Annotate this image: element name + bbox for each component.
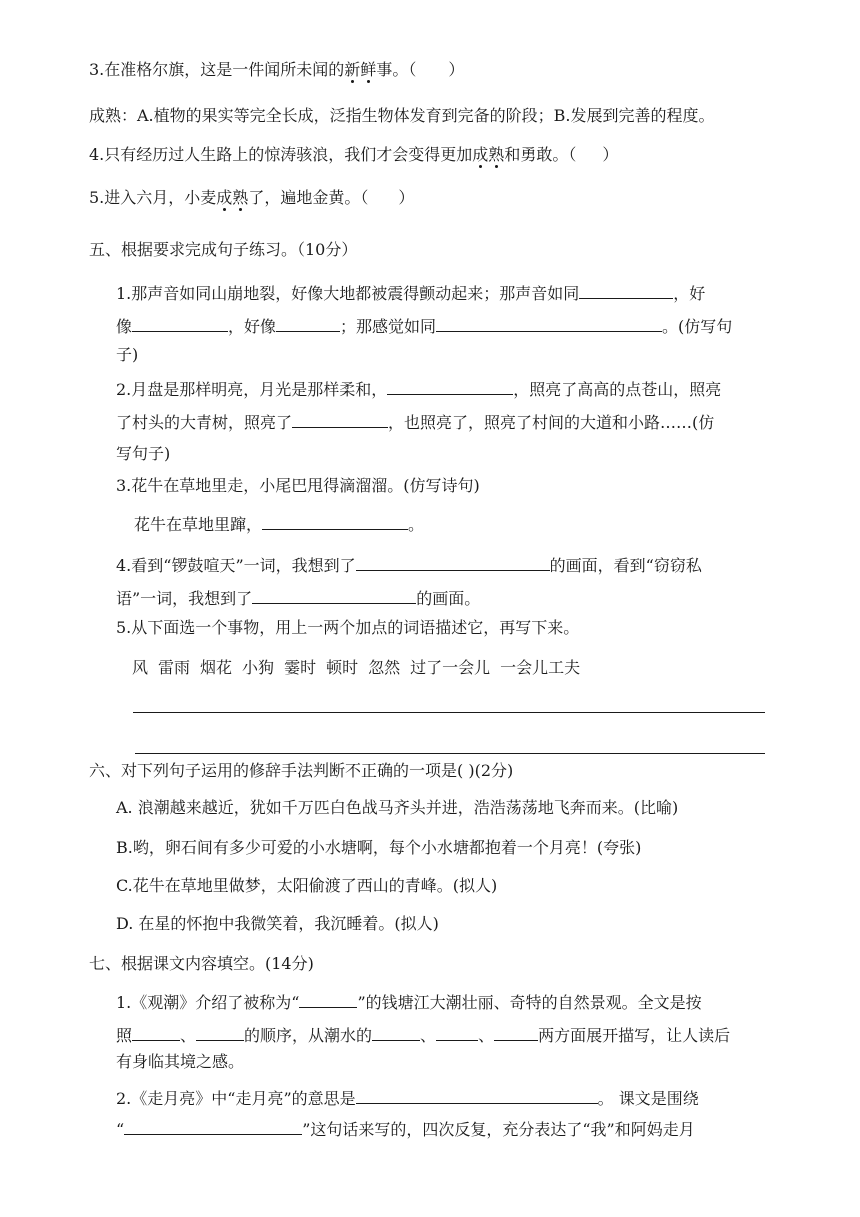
- word: 忽然: [368, 658, 401, 677]
- dotted-char: 熟: [488, 145, 505, 164]
- q5-item-2-line-3: 写句子): [116, 444, 171, 463]
- word: 小狗: [242, 658, 275, 677]
- definition-line: 成熟：A.植物的果实等完全长成，泛指生物体发育到完备的阶段；B.发展到完善的程度。: [89, 106, 715, 125]
- fill-blank[interactable]: [436, 1024, 478, 1041]
- q5-item-3-line-2: 花牛在草地里蹿， 。: [134, 515, 425, 534]
- fill-blank[interactable]: [356, 1087, 598, 1104]
- fill-blank[interactable]: [299, 991, 357, 1008]
- q4-item-5: 5.进入六月，小麦成熟了，遍地金黄。（ ）: [89, 188, 415, 207]
- fill-blank[interactable]: [124, 1118, 302, 1135]
- fill-blank[interactable]: [132, 1024, 180, 1041]
- q5-item-4-line-2: 语”一词，我想到了 的画面。: [116, 589, 481, 608]
- word: 烟花: [200, 658, 233, 677]
- fill-blank[interactable]: [579, 282, 673, 299]
- word: 霎时: [284, 658, 317, 677]
- q5-item-1-line-1: 1.那声音如同山崩地裂，好像大地都被震得颤动起来；那声音如同 ，好: [116, 284, 706, 303]
- fill-blank[interactable]: [494, 1024, 538, 1041]
- word-bank: [132, 657, 590, 679]
- section-7-heading: 七、根据课文内容填空。(14分): [89, 954, 314, 973]
- q7-item-1-line-2: 照 、 的顺序，从潮水的 、 、 两方面展开描写，让人读后: [116, 1026, 731, 1045]
- q7-item-2-line-1: 2.《走月亮》中“走月亮”的意思是 。 课文是围绕: [116, 1089, 699, 1108]
- fill-blank[interactable]: [436, 315, 662, 332]
- q4-item-3: 3.在准格尔旗，这是一件闻所未闻的新鲜事。（ ）: [89, 60, 465, 79]
- word: 风: [132, 658, 149, 677]
- word: 雷雨: [158, 658, 191, 677]
- fill-blank[interactable]: [252, 587, 416, 604]
- q7-item-1-line-3: 有身临其境之感。: [116, 1052, 245, 1071]
- fill-blank[interactable]: [276, 315, 340, 332]
- word: 过了一会儿: [410, 658, 491, 677]
- dotted-char: 熟: [232, 188, 249, 207]
- option-a: A. 浪潮越来越近，犹如千万匹白色战马齐头并进，浩浩荡荡地飞奔而来。(比喻): [116, 798, 679, 817]
- answer-line[interactable]: [135, 753, 765, 754]
- q7-item-2-line-2: “ ”这句话来写的，四次反复，充分表达了“我”和阿妈走月: [116, 1120, 695, 1139]
- option-b: B.哟，卵石间有多少可爱的小水塘啊，每个小水塘都抱着一个月亮！(夸张): [116, 838, 642, 857]
- q4-item-4: 4.只有经历过人生路上的惊涛骇浪，我们才会变得更加成熟和勇敢。（ ）: [89, 145, 619, 164]
- q5-item-3-line-1: 3.花牛在草地里走，小尾巴甩得滴溜溜。(仿写诗句): [116, 476, 480, 495]
- answer-line[interactable]: [133, 712, 765, 713]
- dotted-char: 成: [216, 188, 233, 207]
- fill-blank[interactable]: [262, 513, 408, 530]
- dotted-char: 成: [472, 145, 489, 164]
- word: 顿时: [326, 658, 359, 677]
- q7-item-1-line-1: 1.《观潮》介绍了被称为“ ”的钱塘江大潮壮丽、奇特的自然景观。全文是按: [116, 993, 702, 1012]
- q5-item-4-line-1: 4.看到“锣鼓喧天”一词，我想到了 的画面，看到“窃窃私: [116, 556, 702, 575]
- dotted-char: 鲜: [360, 60, 377, 79]
- option-c: C.花牛在草地里做梦，太阳偷渡了西山的青峰。(拟人): [116, 876, 498, 895]
- fill-blank[interactable]: [196, 1024, 244, 1041]
- q5-item-5-line-1: 5.从下面选一个事物，用上一两个加点的词语描述它，再写下来。: [116, 618, 580, 637]
- fill-blank[interactable]: [372, 1024, 420, 1041]
- dotted-char: 新: [344, 60, 361, 79]
- fill-blank[interactable]: [292, 411, 388, 428]
- fill-blank[interactable]: [356, 554, 550, 571]
- q5-item-2-line-1: 2.月盘是那样明亮，月光是那样柔和， ，照亮了高高的点苍山，照亮: [116, 380, 722, 399]
- q5-item-1-line-3: 子): [116, 345, 139, 364]
- section-6-heading: 六、对下列句子运用的修辞手法判断不正确的一项是( )(2分): [89, 761, 514, 780]
- fill-blank[interactable]: [387, 378, 513, 395]
- q5-item-2-line-2: 了村头的大青树，照亮了 ，也照亮了，照亮了村间的大道和小路……(仿: [116, 413, 715, 432]
- fill-blank[interactable]: [132, 315, 228, 332]
- option-d: D. 在星的怀抱中我微笑着，我沉睡着。(拟人): [116, 914, 439, 933]
- q5-item-1-line-2: 像 ，好像 ；那感觉如同 。(仿写句: [116, 317, 733, 336]
- section-5-heading: 五、根据要求完成句子练习。（10分）: [89, 240, 358, 259]
- word: 一会儿工夫: [500, 658, 581, 677]
